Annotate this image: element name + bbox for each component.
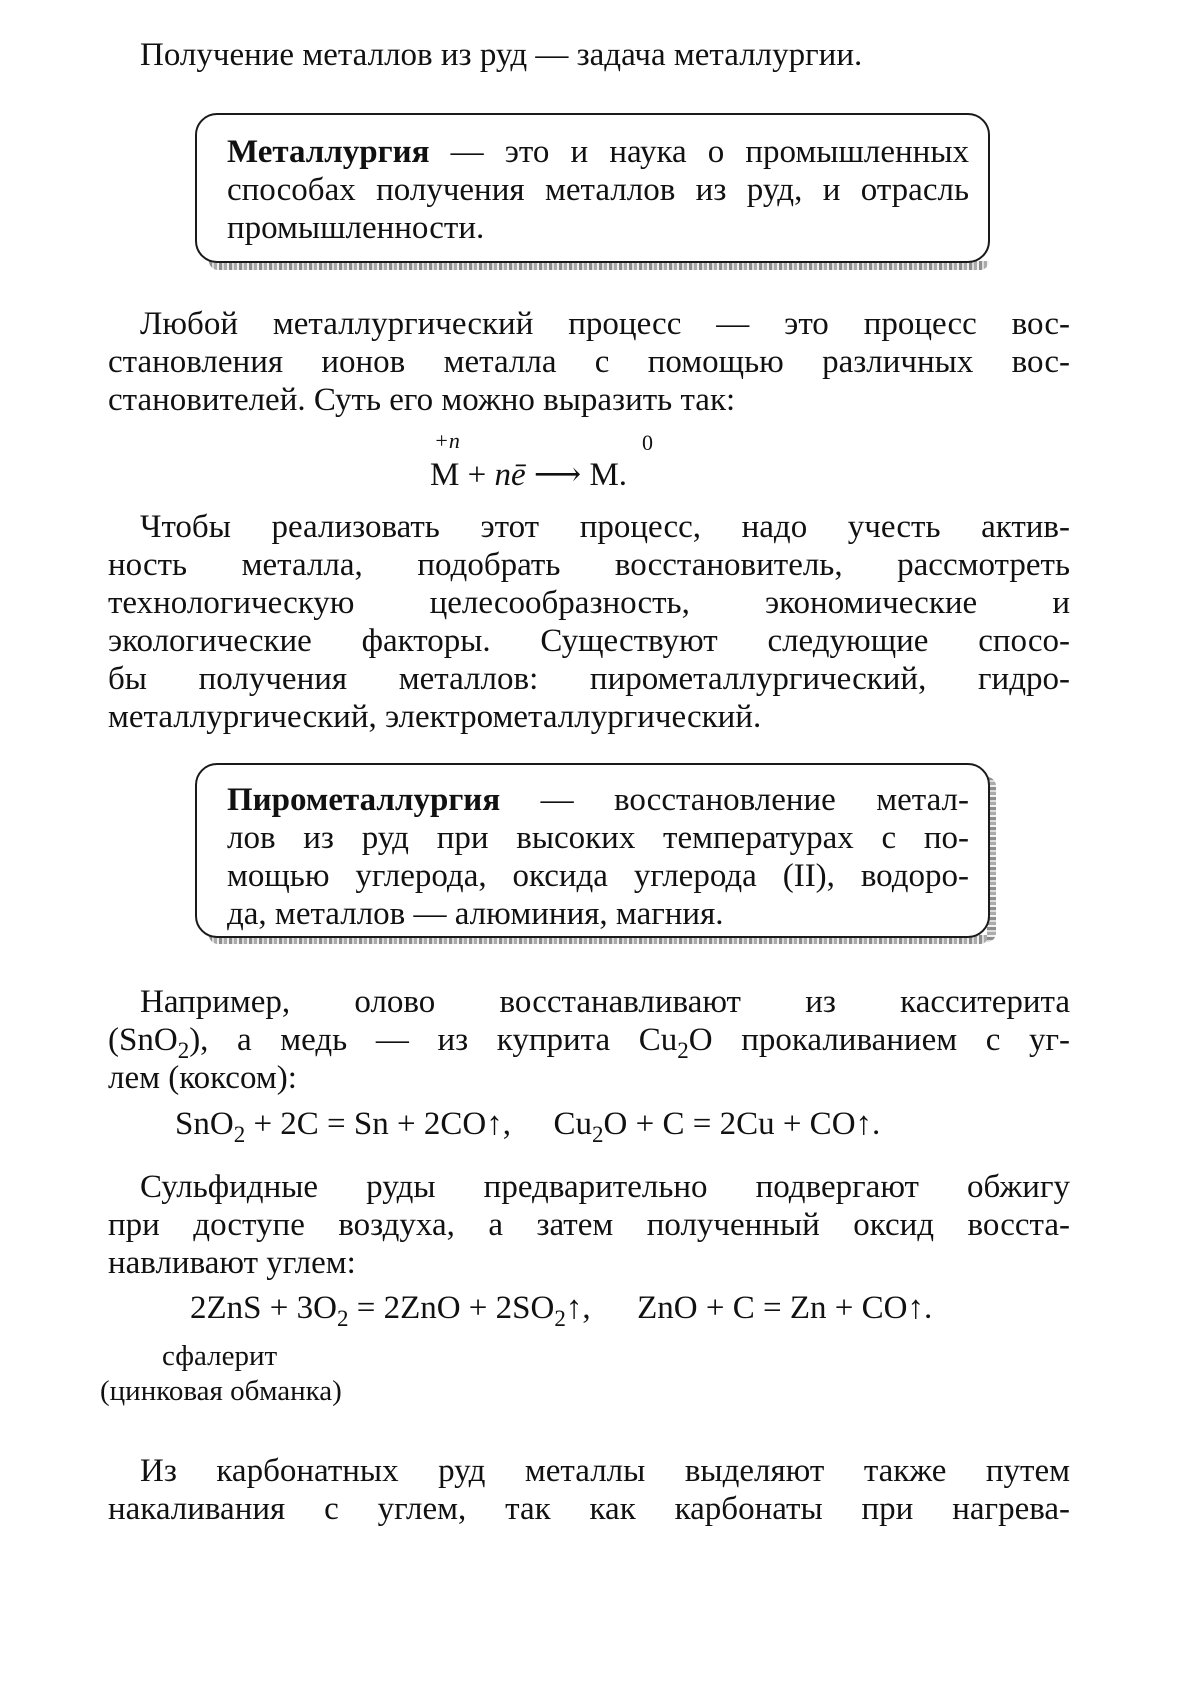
paragraph-methods	[108, 508, 1070, 736]
paragraph-line: экологические факторы. Существуют следующие спосо-	[108, 623, 1070, 659]
mineral-name-zinc-blende: (цинковая обманка)	[100, 1375, 342, 1407]
paragraph-line: Чтобы реализовать этот процесс, надо учесть актив-	[140, 509, 1070, 545]
oxidation-state-right: 0	[642, 430, 653, 455]
formula-part: + 2C = Sn + 2CO↑,	[245, 1106, 511, 1142]
definition-line1: — восстановление метал-	[500, 782, 969, 818]
metal-ion: M	[430, 457, 460, 493]
paragraph-line: лем (коксом):	[108, 1060, 297, 1096]
paragraph-line: становления ионов металла с помощью различных вос-	[108, 344, 1070, 380]
formula-part: ZnO + C = Zn + CO↑.	[637, 1290, 933, 1326]
definition-term: Металлургия	[227, 134, 430, 170]
paragraph-line: Сульфидные руды предварительно подвергают обжигу	[140, 1169, 1070, 1205]
intro-sentence	[140, 36, 1040, 74]
definition-text	[227, 133, 969, 247]
paragraph-sulfide	[108, 1168, 1070, 1282]
paragraph-line: ность металла, подобрать восстановитель, рассмотреть	[108, 547, 1070, 583]
subscript: 2	[336, 1306, 349, 1331]
definition-line2: лов из руд при высоких температурах с по-	[227, 820, 969, 856]
paragraph-line: бы получения металлов: пирометаллургический, гидро-	[108, 661, 1070, 697]
definition-line2: способах получения металлов из руд, и отрасль	[227, 172, 969, 208]
paragraph-line: Из карбонатных руд металлы выделяют также путем	[140, 1453, 1070, 1489]
paragraph-line: Любой металлургический процесс — это процесс вос-	[140, 306, 1070, 342]
definition-text	[227, 781, 969, 933]
formula-part: = 2ZnO + 2SO	[348, 1290, 555, 1326]
reaction-arrow: ⟶	[533, 454, 582, 493]
subscript: 2	[233, 1122, 246, 1147]
definition-box-metallurgy	[195, 113, 995, 273]
paragraph-line: накаливания с углем, так как карбонаты при нагрева-	[108, 1491, 1070, 1527]
formula-part: 2ZnS + 3O	[190, 1290, 337, 1326]
paragraph-line: при доступе воздуха, а затем полученный оксид восста-	[108, 1207, 1070, 1243]
paragraph-line-formula: (SnO$_2$), а медь — из куприта $Cu_2O$ прокаливанием с уг-	[108, 1022, 1070, 1063]
electrons: nē	[494, 457, 526, 493]
paragraph-line: навливают углем:	[108, 1245, 356, 1281]
equation-zinc	[190, 1288, 932, 1331]
plus-sign: +	[467, 457, 487, 493]
definition-line3: мощью углерода, оксида углерода (II), водоро-	[227, 858, 969, 894]
formula-part: Cu	[553, 1106, 592, 1142]
equation-tin-copper	[175, 1104, 880, 1147]
intro-line: Получение металлов из руд — задача металлургии.	[140, 37, 863, 73]
definition-term: Пирометаллургия	[227, 782, 501, 818]
formula-part: ↑,	[565, 1290, 591, 1326]
formula-part: SnO	[175, 1106, 234, 1142]
paragraph-carbonate	[108, 1452, 1070, 1528]
paragraph-example	[108, 983, 1070, 1097]
metal-atom: M.	[589, 457, 628, 493]
definition-line1: — это и наука о промышленных	[429, 134, 969, 170]
paragraph-line: технологическую целесообразность, экономические и	[108, 585, 1070, 621]
mineral-name-sphalerite: сфалерит	[162, 1340, 278, 1372]
formula-part: O + C = 2Cu + CO↑.	[603, 1106, 881, 1142]
subscript: 2	[592, 1122, 604, 1147]
oxidation-state-left: +n	[434, 428, 460, 453]
equation-reduction	[430, 428, 730, 498]
paragraph-process	[108, 305, 1070, 419]
paragraph-line: Например, олово восстанавливают из касситерита	[140, 984, 1070, 1020]
paragraph-line: становителей. Суть его можно выразить так:	[108, 382, 736, 418]
definition-line4: да, металлов — алюминия, магния.	[227, 896, 724, 932]
definition-box-pyrometallurgy	[195, 763, 1000, 948]
definition-line3: промышленности.	[227, 210, 485, 246]
paragraph-line: металлургический, электрометаллургический.	[108, 699, 762, 735]
subscript: 2	[554, 1306, 566, 1331]
